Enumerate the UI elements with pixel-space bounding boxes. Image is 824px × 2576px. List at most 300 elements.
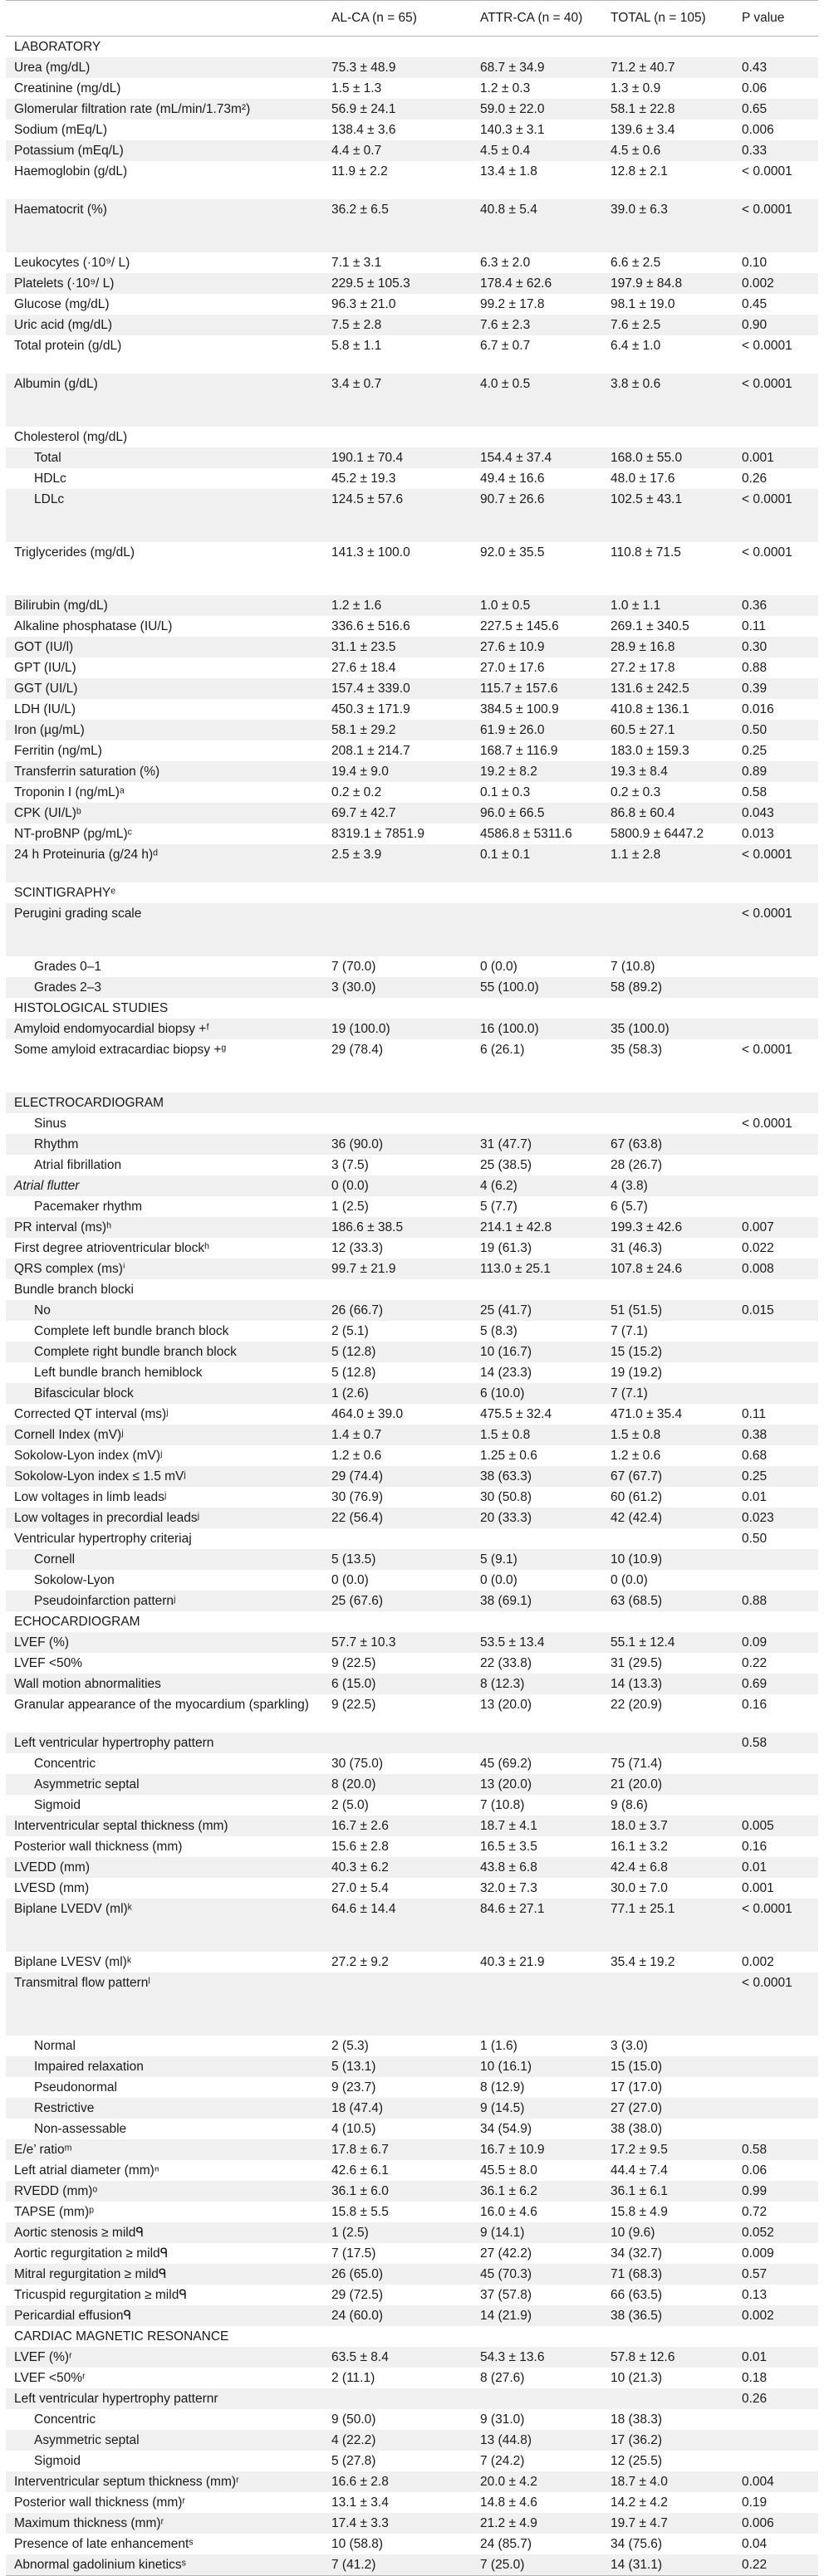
total-value: 22 (20.9) [604,1694,735,1733]
al-ca-value: 7 (70.0) [325,956,473,977]
table-row [6,1899,818,1952]
al-ca-value: 8 (20.0) [325,1774,473,1795]
table-row [6,2430,818,2451]
section-heading: HISTOLOGICAL STUDIES [6,998,325,1019]
attr-ca-value: 4586.8 ± 5311.6 [473,824,604,844]
p-value: 0.25 [735,741,818,761]
row-label: Haemoglobin (g/dL) [6,161,325,199]
table-row [6,699,818,720]
row-label: Cholesterol (mg/dL) [6,427,325,447]
al-ca-value: 31.1 ± 23.5 [325,637,473,657]
table-row [6,2181,818,2202]
table-row [6,1570,818,1591]
table-row [6,2160,818,2181]
row-label: Impaired relaxation [6,2056,325,2077]
row-label: Alkaline phosphatase (IU/L) [6,616,325,637]
table-row [6,2222,818,2243]
total-value: 18.0 ± 3.7 [604,1816,735,1836]
row-label: LDLc [6,489,325,542]
total-value: 71.2 ± 40.7 [604,57,735,78]
row-label: Total protein (g/dL) [6,335,325,374]
total-value [604,37,735,58]
al-ca-value: 26 (66.7) [325,1300,473,1321]
table-row [6,998,818,1019]
table-row [6,542,818,595]
al-ca-value: 30 (76.9) [325,1487,473,1508]
table-row [6,1878,818,1899]
al-ca-value [325,1611,473,1632]
p-value: 0.006 [735,120,818,140]
p-value: 0.45 [735,294,818,315]
al-ca-value: 9 (22.5) [325,1694,473,1733]
total-value: 38 (38.0) [604,2119,735,2139]
table-row [6,447,818,468]
row-label: Amyloid endomyocardial biopsy +ᶠ [6,1019,325,1039]
p-value [735,1155,818,1176]
p-value: 0.004 [735,2471,818,2492]
p-value: 0.001 [735,1878,818,1899]
al-ca-value: 9 (50.0) [325,2409,473,2430]
total-value: 18.7 ± 4.0 [604,2471,735,2492]
row-label: Mitral regurgitation ≥ mildᑫ [6,2264,325,2285]
attr-ca-value: 22 (33.8) [473,1653,604,1674]
attr-ca-value: 99.2 ± 17.8 [473,294,604,315]
table-row [6,2202,818,2222]
attr-ca-value: 7 (24.2) [473,2451,604,2471]
al-ca-value: 138.4 ± 3.6 [325,120,473,140]
row-label: NT-proBNP (pg/mL)ᶜ [6,824,325,844]
al-ca-value [325,2388,473,2409]
table-row [6,1300,818,1321]
table-row [6,252,818,273]
total-value: 86.8 ± 60.4 [604,803,735,824]
p-value [735,2077,818,2098]
total-value [604,427,735,447]
attr-ca-value [473,998,604,1019]
p-value: 0.002 [735,1952,818,1972]
attr-ca-value: 16.0 ± 4.6 [473,2202,604,2222]
al-ca-value: 7.5 ± 2.8 [325,315,473,335]
header-total: TOTAL (n = 105) [604,1,735,37]
al-ca-value: 29 (72.5) [325,2285,473,2305]
al-ca-value: 40.3 ± 6.2 [325,1857,473,1878]
al-ca-value: 4 (22.2) [325,2430,473,2451]
al-ca-value: 75.3 ± 48.9 [325,57,473,78]
total-value: 44.4 ± 7.4 [604,2160,735,2181]
p-value: 0.50 [735,720,818,741]
total-value: 7 (7.1) [604,1383,735,1404]
table-row [6,468,818,489]
row-label: Potassium (mEq/L) [6,140,325,161]
p-value: 0.22 [735,1653,818,1674]
attr-ca-value: 113.0 ± 25.1 [473,1259,604,1279]
p-value [735,956,818,977]
table-row [6,616,818,637]
attr-ca-value: 25 (38.5) [473,1155,604,1176]
total-value: 28 (26.7) [604,1155,735,1176]
al-ca-value: 16.6 ± 2.8 [325,2471,473,2492]
table-body [6,37,818,2576]
row-label: Aortic regurgitation ≥ mildᑫ [6,2243,325,2264]
row-label: Interventricular septum thickness (mm)ʳ [6,2471,325,2492]
attr-ca-value: 13 (20.0) [473,1774,604,1795]
attr-ca-value: 0.1 ± 0.1 [473,844,604,882]
section-heading: SCINTIGRAPHYᵉ [6,882,325,903]
row-label: GPT (IU/L) [6,657,325,678]
attr-ca-value: 140.3 ± 3.1 [473,120,604,140]
al-ca-value: 9 (22.5) [325,1653,473,1674]
total-value: 17.2 ± 9.5 [604,2139,735,2160]
attr-ca-value: 16.7 ± 10.9 [473,2139,604,2160]
total-value: 168.0 ± 55.0 [604,447,735,468]
p-value [735,2119,818,2139]
attr-ca-value: 168.7 ± 116.9 [473,741,604,761]
al-ca-value: 2 (5.3) [325,2036,473,2056]
p-value [735,1570,818,1591]
table-row [6,37,818,58]
p-value: 0.68 [735,1445,818,1466]
total-value: 7 (10.8) [604,956,735,977]
table-row [6,977,818,998]
table-row [6,2264,818,2285]
table-row [6,1092,818,1113]
table-row [6,2139,818,2160]
p-value: 0.11 [735,1404,818,1425]
attr-ca-value: 10 (16.1) [473,2056,604,2077]
total-value: 75 (71.4) [604,1753,735,1774]
al-ca-value: 1.4 ± 0.7 [325,1425,473,1445]
table-row [6,140,818,161]
p-value: 0.06 [735,78,818,99]
al-ca-value: 27.6 ± 18.4 [325,657,473,678]
attr-ca-value: 6.7 ± 0.7 [473,335,604,374]
al-ca-value: 7.1 ± 3.1 [325,252,473,273]
al-ca-value: 5 (13.1) [325,2056,473,2077]
attr-ca-value: 92.0 ± 35.5 [473,542,604,595]
header-p-value: P value [735,1,818,37]
total-value: 10 (9.6) [604,2222,735,2243]
table-row [6,1196,818,1217]
attr-ca-value: 27.6 ± 10.9 [473,637,604,657]
p-value: 0.43 [735,57,818,78]
p-value: 0.26 [735,2388,818,2409]
table-row [6,1632,818,1653]
total-value: 55.1 ± 12.4 [604,1632,735,1653]
attr-ca-value [473,2388,604,2409]
p-value [735,2098,818,2119]
p-value: 0.001 [735,447,818,468]
p-value [735,2409,818,2430]
row-label: Low voltages in limb leadsʲ [6,1487,325,1508]
p-value: 0.72 [735,2202,818,2222]
table-row [6,273,818,294]
al-ca-value: 4 (10.5) [325,2119,473,2139]
total-value: 39.0 ± 6.3 [604,199,735,252]
al-ca-value: 19 (100.0) [325,1019,473,1039]
total-value: 77.1 ± 25.1 [604,1899,735,1952]
al-ca-value: 10 (58.8) [325,2534,473,2554]
total-value: 0.2 ± 0.3 [604,782,735,803]
table-row [6,1733,818,1753]
table-row [6,2409,818,2430]
table-row [6,2305,818,2326]
row-label: Abnormal gadolinium kineticsˢ [6,2554,325,2576]
table-row [6,1674,818,1694]
row-label: Ventricular hypertrophy criteriaj [6,1528,325,1549]
attr-ca-value: 14 (21.9) [473,2305,604,2326]
p-value [735,1134,818,1155]
al-ca-value: 2.5 ± 3.9 [325,844,473,882]
row-label: Iron (µg/mL) [6,720,325,741]
attr-ca-value [473,37,604,58]
table-row [6,2492,818,2513]
table-row [6,903,818,956]
row-label: Some amyloid extracardiac biopsy +ᵍ [6,1039,325,1092]
p-value: 0.33 [735,140,818,161]
row-label: Posterior wall thickness (mm) [6,1836,325,1857]
row-label: Albumin (g/dL) [6,374,325,427]
total-value: 4 (3.8) [604,1176,735,1196]
row-label: LVEF (%)ʳ [6,2347,325,2368]
attr-ca-value: 38 (63.3) [473,1466,604,1487]
section-heading: ELECTROCARDIOGRAM [6,1092,325,1113]
table-row [6,1694,818,1733]
p-value: 0.13 [735,2285,818,2305]
total-value [604,1972,735,2036]
p-value [735,1196,818,1217]
total-value: 42 (42.4) [604,1508,735,1528]
attr-ca-value: 0.1 ± 0.3 [473,782,604,803]
attr-ca-value: 55 (100.0) [473,977,604,998]
table-row [6,1176,818,1196]
attr-ca-value: 6 (26.1) [473,1039,604,1092]
row-label: Sokolow-Lyon index ≤ 1.5 mVʲ [6,1466,325,1487]
attr-ca-value: 40.3 ± 21.9 [473,1952,604,1972]
attr-ca-value: 20.0 ± 4.2 [473,2471,604,2492]
attr-ca-value [473,1113,604,1134]
table-row [6,1113,818,1134]
al-ca-value [325,427,473,447]
table-row [6,761,818,782]
p-value: 0.015 [735,1300,818,1321]
row-label: Uric acid (mg/dL) [6,315,325,335]
table-row [6,57,818,78]
table-row [6,294,818,315]
row-label: LDH (IU/L) [6,699,325,720]
al-ca-value: 157.4 ± 339.0 [325,678,473,699]
row-label: Concentric [6,2409,325,2430]
al-ca-value: 42.6 ± 6.1 [325,2160,473,2181]
attr-ca-value: 1 (1.6) [473,2036,604,2056]
table-row [6,1134,818,1155]
al-ca-value: 19.4 ± 9.0 [325,761,473,782]
al-ca-value: 5 (27.8) [325,2451,473,2471]
table-row [6,1383,818,1404]
al-ca-value: 8319.1 ± 7851.9 [325,824,473,844]
total-value: 3 (3.0) [604,2036,735,2056]
total-value [604,1733,735,1753]
table-row [6,1857,818,1878]
table-row [6,1591,818,1611]
p-value [735,1019,818,1039]
p-value: 0.013 [735,824,818,844]
table-row [6,1952,818,1972]
al-ca-value [325,882,473,903]
p-value: 0.008 [735,1259,818,1279]
p-value: 0.043 [735,803,818,824]
al-ca-value: 5 (12.8) [325,1342,473,1362]
attr-ca-value [473,427,604,447]
p-value: 0.016 [735,699,818,720]
row-label: LVEDD (mm) [6,1857,325,1878]
al-ca-value: 336.6 ± 516.6 [325,616,473,637]
p-value: 0.58 [735,1733,818,1753]
al-ca-value: 1 (2.6) [325,1383,473,1404]
al-ca-value [325,903,473,956]
row-label: Sokolow-Lyon [6,1570,325,1591]
total-value: 34 (32.7) [604,2243,735,2264]
table-row [6,2368,818,2388]
total-value: 71 (68.3) [604,2264,735,2285]
p-value: 0.65 [735,99,818,120]
p-value [735,1321,818,1342]
total-value: 58 (89.2) [604,977,735,998]
table-row [6,2056,818,2077]
table-row [6,637,818,657]
al-ca-value: 96.3 ± 21.0 [325,294,473,315]
row-label: Posterior wall thickness (mm)ʳ [6,2492,325,2513]
p-value [735,2326,818,2347]
total-value: 19 (19.2) [604,1362,735,1383]
table-row [6,1528,818,1549]
table-row [6,2554,818,2576]
table-row [6,741,818,761]
p-value: < 0.0001 [735,374,818,427]
p-value: 0.01 [735,1857,818,1878]
attr-ca-value: 227.5 ± 145.6 [473,616,604,637]
al-ca-value: 29 (74.4) [325,1466,473,1487]
al-ca-value: 1 (2.5) [325,2222,473,2243]
row-label: PR interval (ms)ʰ [6,1217,325,1238]
attr-ca-value: 90.7 ± 26.6 [473,489,604,542]
attr-ca-value: 19 (61.3) [473,1238,604,1259]
attr-ca-value: 154.4 ± 37.4 [473,447,604,468]
table-row [6,199,818,252]
table-row [6,844,818,882]
attr-ca-value: 59.0 ± 22.0 [473,99,604,120]
attr-ca-value: 7.6 ± 2.3 [473,315,604,335]
row-label: Asymmetric septal [6,1774,325,1795]
al-ca-value: 24 (60.0) [325,2305,473,2326]
al-ca-value: 63.5 ± 8.4 [325,2347,473,2368]
total-value [604,1528,735,1549]
row-label: Concentric [6,1753,325,1774]
attr-ca-value: 1.25 ± 0.6 [473,1445,604,1466]
table-row [6,1342,818,1362]
total-value: 42.4 ± 6.8 [604,1857,735,1878]
al-ca-value: 5 (13.5) [325,1549,473,1570]
table-row [6,2513,818,2534]
attr-ca-value: 13 (44.8) [473,2430,604,2451]
al-ca-value: 2 (5.1) [325,1321,473,1342]
attr-ca-value: 27.0 ± 17.6 [473,657,604,678]
al-ca-value: 15.6 ± 2.8 [325,1836,473,1857]
row-label: Transferrin saturation (%) [6,761,325,782]
p-value: 0.57 [735,2264,818,2285]
row-label: Bifascicular block [6,1383,325,1404]
p-value: < 0.0001 [735,199,818,252]
attr-ca-value: 7 (10.8) [473,1795,604,1816]
p-value: 0.11 [735,616,818,637]
al-ca-value: 27.2 ± 9.2 [325,1952,473,1972]
table-row [6,595,818,616]
p-value: < 0.0001 [735,1039,818,1092]
table-row [6,1487,818,1508]
row-label: No [6,1300,325,1321]
attr-ca-value: 38 (69.1) [473,1591,604,1611]
row-label: LVEF <50% [6,1653,325,1674]
total-value [604,2326,735,2347]
table-row [6,489,818,542]
p-value: 0.06 [735,2160,818,2181]
al-ca-value: 17.4 ± 3.3 [325,2513,473,2534]
total-value: 1.2 ± 0.6 [604,1445,735,1466]
al-ca-value: 36.1 ± 6.0 [325,2181,473,2202]
attr-ca-value: 13 (20.0) [473,1694,604,1733]
attr-ca-value: 53.5 ± 13.4 [473,1632,604,1653]
attr-ca-value: 384.5 ± 100.9 [473,699,604,720]
total-value: 4.5 ± 0.6 [604,140,735,161]
header-label [6,1,325,37]
attr-ca-value: 214.1 ± 42.8 [473,1217,604,1238]
row-label: Left atrial diameter (mm)ⁿ [6,2160,325,2181]
row-label: Pericardial effusionᑫ [6,2305,325,2326]
row-label: Glomerular filtration rate (mL/min/1.73m²) [6,99,325,120]
p-value: 0.01 [735,2347,818,2368]
total-value: 102.5 ± 43.1 [604,489,735,542]
row-label: Sinus [6,1113,325,1134]
al-ca-value: 0 (0.0) [325,1570,473,1591]
total-value: 1.3 ± 0.9 [604,78,735,99]
al-ca-value: 186.6 ± 38.5 [325,1217,473,1238]
total-value: 0 (0.0) [604,1570,735,1591]
results-table [6,0,818,2576]
row-label: Total [6,447,325,468]
table-row [6,2243,818,2264]
total-value [604,882,735,903]
attr-ca-value: 5 (9.1) [473,1549,604,1570]
p-value: < 0.0001 [735,161,818,199]
total-value: 51 (51.5) [604,1300,735,1321]
table-row [6,2119,818,2139]
al-ca-value: 17.8 ± 6.7 [325,2139,473,2160]
attr-ca-value [473,1528,604,1549]
attr-ca-value: 16.5 ± 3.5 [473,1836,604,1857]
al-ca-value [325,1092,473,1113]
total-value: 31 (29.5) [604,1653,735,1674]
al-ca-value: 36.2 ± 6.5 [325,199,473,252]
attr-ca-value: 40.8 ± 5.4 [473,199,604,252]
attr-ca-value: 8 (12.3) [473,1674,604,1694]
al-ca-value: 30 (75.0) [325,1753,473,1774]
p-value: 0.10 [735,252,818,273]
total-value: 27.2 ± 17.8 [604,657,735,678]
al-ca-value: 3 (7.5) [325,1155,473,1176]
attr-ca-value: 0 (0.0) [473,956,604,977]
table-row [6,2347,818,2368]
attr-ca-value: 4.5 ± 0.4 [473,140,604,161]
table-row [6,1445,818,1466]
